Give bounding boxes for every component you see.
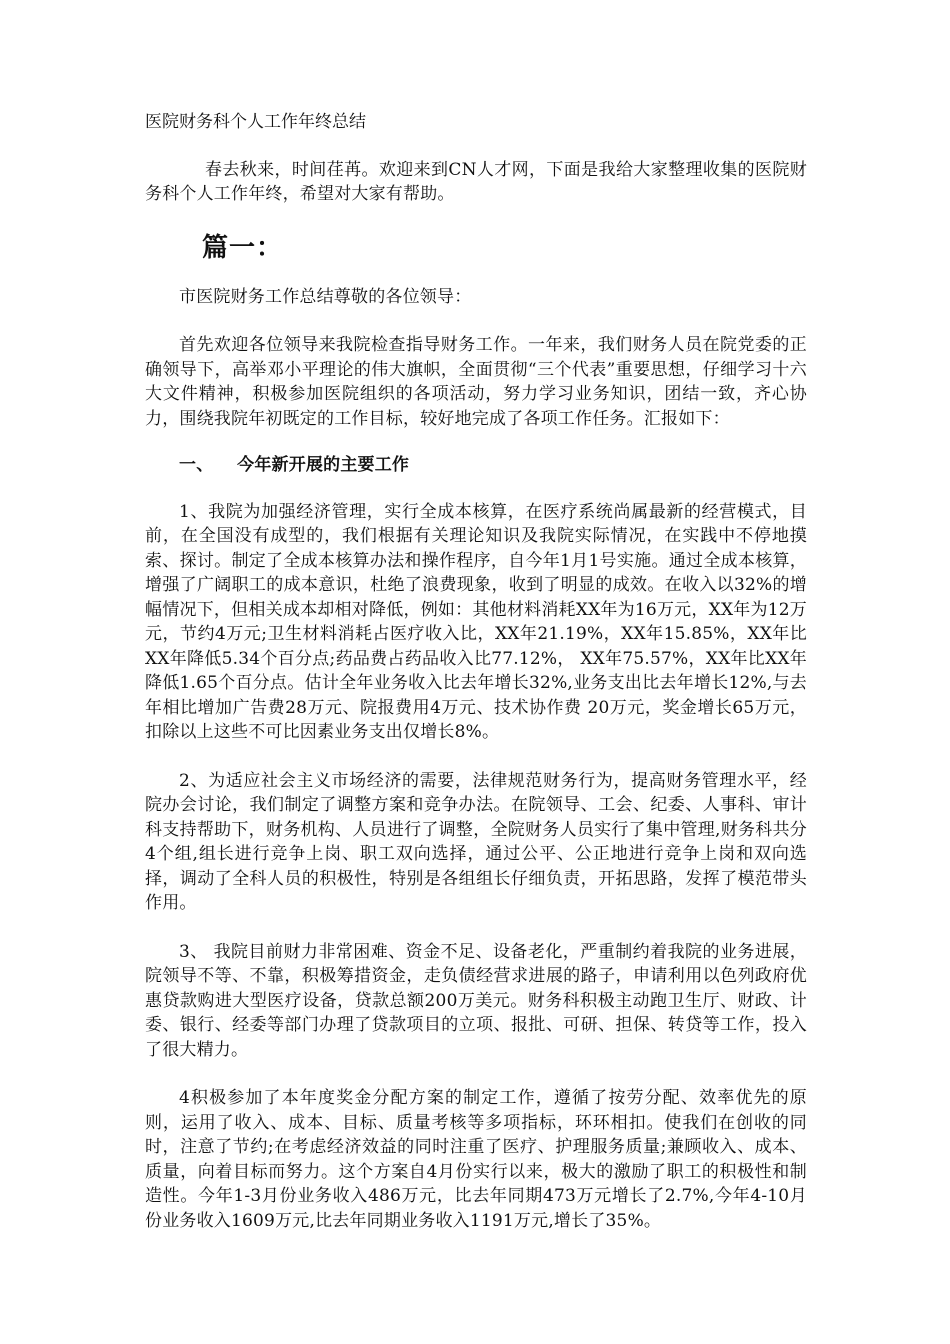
work-item-paragraph: 1、我院为加强经济管理，实行全成本核算，在医疗系统尚属最新的经营模式，目前，在全国没有成型的，我们根据有关理论知识及我院实际情况，在实践中不停地摸索、探讨。制定了全成本核算办法和操作程序，自今年1月1号实施。通过全成本核算，增强了广阔职工的成本意识，杜绝了浪费现象，收到了明显的成效。在收入以32%的增幅情况下，但相关成本却相对降低，例如：其他材料消耗XX年为16万元，XX年为12万元，节约4万元;卫生材料消耗占医疗收入比，XX年21.19%，XX年15.85%，XX年比XX年降低5.34个百分点;药品费占药品收入比77.12%， XX年75.57%，XX年比XX年降低1.65个百分点。估计全年业务收入比去年增长32%,业务支出比去年增长12%,与去年相比增加广告费28万元、院报费用4万元、技术协作费 20万元，奖金增长65万元，扣除以上这些不可比因素业务支出仅增长8%。 bbox=[145, 501, 807, 742]
chapter-heading: 篇一： bbox=[202, 232, 284, 263]
document-page bbox=[145, 110, 807, 1257]
work-item-paragraph: 2、为适应社会主义市场经济的需要，法律规范财务行为，提高财务管理水平，经院办会讨论，我们制定了调整方案和竞争办法。在院领导、工会、纪委、人事科、审计科支持帮助下，财务机构、人员进行了调整，全院财务人员实行了集中管理,财务科共分4个组,组长进行竞争上岗、职工双向选择，通过公平、公正地进行竞争上岗和双向选择，调动了全科人员的积极性，特别是各组组长仔细负责，开拓思路，发挥了模范带头作用。 bbox=[145, 770, 807, 913]
work-item-paragraph: 4积极参加了本年度奖金分配方案的制定工作，遵循了按劳分配、效率优先的原则，运用了收入、成本、目标、质量考核等多项指标，环环相扣。使我们在创收的同时，注意了节约;在考虑经济效益的同时注重了医疗、护理服务质量;兼顾收入、成本、质量，向着目标而努力。这个方案自4月份实行以来，极大的激励了职工的积极性和制造性。今年1-3月份业务收入486万元，比去年同期473万元增长了2.7%,今年4-10月份业务收入1609万元,比去年同期业务收入1191万元,增长了35%。 bbox=[145, 1088, 807, 1231]
salutation-paragraph: 市医院财务工作总结尊敬的各位领导： bbox=[179, 286, 472, 307]
section-number: 一、 bbox=[179, 455, 214, 475]
opening-paragraph: 首先欢迎各位领导来我院检查指导财务工作。一年来，我们财务人员在院党委的正确领导下，高举邓小平理论的伟大旗帜，全面贯彻“三个代表”重要思想，仔细学习十六大文件精神，积极参加医院组织的各项活动，努力学习业务知识，团结一致，齐心协力，围绕我院年初既定的工作目标，较好地完成了各项工作任务。汇报如下： bbox=[145, 335, 807, 429]
section-title: 今年新开展的主要工作 bbox=[237, 455, 410, 475]
work-item-paragraph: 3、 我院目前财力非常困难、资金不足、设备老化，严重制约着我院的业务进展，院领导不等、不靠，积极筹措资金，走负债经营求进展的路子，申请利用以色列政府优惠贷款购进大型医疗设备，贷款总额200万美元。财务科积极主动跑卫生厅、财政、计委、银行、经委等部门办理了贷款项目的立项、报批、可研、担保、转贷等工作，投入了很大精力。 bbox=[145, 941, 807, 1060]
document-title: 医院财务科个人工作年终总结 bbox=[145, 112, 366, 132]
intro-paragraph: 春去秋来，时间荏苒。欢迎来到CN人才网，下面是我给大家整理收集的医院财务科个人工作年终，希望对大家有帮助。 bbox=[145, 159, 807, 204]
section-heading bbox=[179, 453, 807, 478]
